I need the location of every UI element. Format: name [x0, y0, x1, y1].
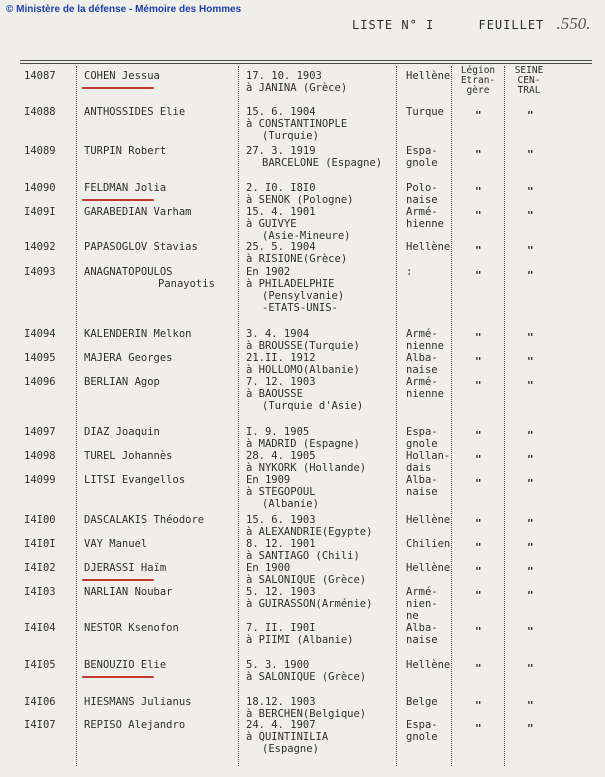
nationality: Chilien — [406, 538, 451, 550]
entry-name: MAJERA Georges — [84, 352, 173, 364]
birth-info: 17. 10. 1903 — [246, 70, 322, 82]
birth-info: à SALONIQUE (Grèce) — [246, 671, 367, 683]
nationality: gnole — [406, 157, 438, 169]
seine-mark: " — [527, 662, 534, 675]
birth-info: (Asie-Mineure) — [262, 230, 351, 242]
nationality: Hellène — [406, 241, 451, 253]
column-separator — [396, 66, 397, 766]
seine-mark: " — [527, 722, 534, 735]
legion-mark: " — [475, 722, 482, 735]
nationality: : — [406, 266, 413, 278]
birth-info: à PIIMI (Albanie) — [246, 634, 354, 646]
entry-name: REPISO Alejandro — [84, 719, 186, 731]
entry-number: 14097 — [24, 426, 56, 438]
birth-info: 8. 12. 1901 — [246, 538, 316, 550]
birth-info: (Espagne) — [262, 743, 319, 755]
legion-mark: " — [475, 662, 482, 675]
birth-info: (Pensylvanie) — [262, 290, 345, 302]
seine-mark: " — [527, 269, 534, 282]
entry-number: I4088 — [24, 106, 56, 118]
nationality: naise — [406, 486, 438, 498]
birth-info: 7. II. I90I — [246, 622, 316, 634]
birth-info: à ALEXANDRIE(Egypte) — [246, 526, 373, 538]
entry-number: 14095 — [24, 352, 56, 364]
entry-number: I4094 — [24, 328, 56, 340]
nationality: Hellène — [406, 562, 451, 574]
birth-info: à HOLLOMO(Albanie) — [246, 364, 360, 376]
nationality: naise — [406, 364, 438, 376]
birth-info: (Albanie) — [262, 498, 319, 510]
legion-mark: " — [475, 331, 482, 344]
birth-info: à PHILADELPHIE — [246, 278, 335, 290]
legion-mark: " — [475, 517, 482, 530]
seine-mark: " — [527, 699, 534, 712]
nationality: nien- — [406, 598, 438, 610]
entry-name: DJERASSI Haïm — [84, 562, 167, 574]
birth-info: BARCELONE (Espagne) — [262, 157, 383, 169]
legion-mark: " — [475, 379, 482, 392]
nationality: Armé- — [406, 586, 438, 598]
entry-name: NARLIAN Noubar — [84, 586, 173, 598]
nationality: Hellène — [406, 514, 451, 526]
entry-name: TUREL Johannès — [84, 450, 173, 462]
entry-number: I409I — [24, 206, 56, 218]
nationality: naise — [406, 634, 438, 646]
entry-name: VAY Manuel — [84, 538, 148, 550]
nationality: Alba- — [406, 474, 438, 486]
birth-info: 27. 3. 1919 — [246, 145, 316, 157]
legion-mark: " — [475, 589, 482, 602]
entry-name: COHEN Jessua — [84, 70, 160, 82]
entry-name: HIESMANS Julianus — [84, 696, 192, 708]
entry-name: KALENDERIN Melkon — [84, 328, 192, 340]
birth-info: I. 9. 1905 — [246, 426, 310, 438]
birth-info: En 1909 — [246, 474, 291, 486]
nationality: nienne — [406, 388, 444, 400]
legion-mark: " — [475, 429, 482, 442]
birth-info: à QUINTINILIA — [246, 731, 329, 743]
seine-mark: " — [527, 625, 534, 638]
nationality: dais — [406, 462, 432, 474]
entry-number: 14098 — [24, 450, 56, 462]
red-underline — [82, 676, 154, 678]
nationality: nienne — [406, 340, 444, 352]
entry-number: I4093 — [24, 266, 56, 278]
birth-info: (Turquie d'Asie) — [262, 400, 364, 412]
entry-name: DIAZ Joaquin — [84, 426, 160, 438]
nationality: ne — [406, 610, 419, 622]
column-separator — [504, 66, 505, 766]
seine-mark: " — [527, 429, 534, 442]
entry-number: 14089 — [24, 145, 56, 157]
birth-info: En 1900 — [246, 562, 291, 574]
entry-number: 14090 — [24, 182, 56, 194]
entry-number: I4I07 — [24, 719, 56, 731]
birth-info: à CONSTANTINOPLE — [246, 118, 348, 130]
birth-info: 15. 6. 1904 — [246, 106, 316, 118]
birth-info: à NYKORK (Hollande) — [246, 462, 367, 474]
seine-mark: " — [527, 331, 534, 344]
nationality: Espa- — [406, 426, 438, 438]
seine-mark: " — [527, 565, 534, 578]
birth-info: à SENOK (Pologne) — [246, 194, 354, 206]
birth-info: à RISIONE(Grèce) — [246, 253, 348, 265]
seine-mark: " — [527, 589, 534, 602]
entry-number: I4I03 — [24, 586, 56, 598]
birth-info: -ETATS-UNIS- — [262, 302, 338, 314]
entry-number: I4I05 — [24, 659, 56, 671]
entry-name: BERLIAN Agop — [84, 376, 160, 388]
birth-info: 5. 3. 1900 — [246, 659, 310, 671]
entry-number: 14096 — [24, 376, 56, 388]
entry-number: 14092 — [24, 241, 56, 253]
nationality: gnole — [406, 731, 438, 743]
birth-info: 18.12. 1903 — [246, 696, 316, 708]
nationality: naise — [406, 194, 438, 206]
birth-info: à STEGOPOUL — [246, 486, 316, 498]
birth-info: 28. 4. 1905 — [246, 450, 316, 462]
entry-name: BENOUZIO Elie — [84, 659, 167, 671]
entry-name: NESTOR Ksenofon — [84, 622, 179, 634]
nationality: Armé- — [406, 328, 438, 340]
birth-info: à JANINA (Grèce) — [246, 82, 348, 94]
birth-info: à MADRID (Espagne) — [246, 438, 360, 450]
seine-mark: " — [527, 453, 534, 466]
seine-mark: " — [527, 379, 534, 392]
page-number: .550. — [556, 14, 591, 33]
legion-mark: " — [475, 453, 482, 466]
column-separator — [451, 66, 452, 766]
seine-mark: " — [527, 477, 534, 490]
entry-name: GARABEDIAN Varham — [84, 206, 192, 218]
birth-info: à BROUSSE(Turquie) — [246, 340, 360, 352]
entry-name: FELDMAN Jolia — [84, 182, 167, 194]
birth-info: à SANTIAGO (Chili) — [246, 550, 360, 562]
entry-number: I4I06 — [24, 696, 56, 708]
entry-name: LITSI Evangellos — [84, 474, 186, 486]
legion-mark: " — [475, 185, 482, 198]
header-rule-top — [20, 60, 592, 61]
birth-info: à GUIRASSON(Arménie) — [246, 598, 373, 610]
legion-mark: " — [475, 477, 482, 490]
nationality: hienne — [406, 218, 444, 230]
nationality: Alba- — [406, 622, 438, 634]
legion-mark: " — [475, 699, 482, 712]
nationality: Turque — [406, 106, 444, 118]
legion-mark: " — [475, 269, 482, 282]
birth-info: 25. 5. 1904 — [246, 241, 316, 253]
birth-info: à BAOUSSE — [246, 388, 303, 400]
red-underline — [82, 199, 154, 201]
column-separator — [76, 66, 77, 766]
legion-mark: " — [475, 244, 482, 257]
birth-info: 15. 6. 1903 — [246, 514, 316, 526]
entry-name: PAPASOGLOV Stavias — [84, 241, 198, 253]
entry-number: I4I04 — [24, 622, 56, 634]
birth-info: 2. I0. I8I0 — [246, 182, 316, 194]
entry-name-continued: Panayotis — [158, 278, 215, 290]
nationality: Espa- — [406, 145, 438, 157]
entry-number: I4I02 — [24, 562, 56, 574]
nationality: Armé- — [406, 206, 438, 218]
seine-mark: " — [527, 185, 534, 198]
entry-name: TURPIN Robert — [84, 145, 167, 157]
legion-mark: " — [475, 209, 482, 222]
seine-mark: " — [527, 209, 534, 222]
header-rule-second — [20, 63, 592, 64]
seine-mark: " — [527, 244, 534, 257]
birth-info: 21.II. 1912 — [246, 352, 316, 364]
seine-mark: " — [527, 109, 534, 122]
legion-mark: " — [475, 625, 482, 638]
col-seine-header: SEINE CEN- TRAL — [514, 65, 544, 96]
birth-info: à BERCHEN(Belgique) — [246, 708, 367, 720]
col-legion-header: Légion Etran- gère — [460, 65, 496, 96]
entry-number: 14099 — [24, 474, 56, 486]
seine-mark: " — [527, 148, 534, 161]
seine-mark: " — [527, 355, 534, 368]
legion-mark: " — [475, 148, 482, 161]
nationality: Belge — [406, 696, 438, 708]
nationality: Armé- — [406, 376, 438, 388]
red-underline — [82, 579, 154, 581]
birth-info: En 1902 — [246, 266, 291, 278]
nationality: Alba- — [406, 352, 438, 364]
entry-name: DASCALAKIS Théodore — [84, 514, 205, 526]
birth-info: à GUIVYE — [246, 218, 297, 230]
feuillet-label: FEUILLET — [478, 18, 545, 32]
birth-info: 15. 4. 1901 — [246, 206, 316, 218]
list-number: LISTE N° I — [352, 18, 435, 32]
birth-info: 7. 12. 1903 — [246, 376, 316, 388]
birth-info: 5. 12. 1903 — [246, 586, 316, 598]
nationality: Hellène — [406, 659, 451, 671]
watermark: © Ministère de la défense - Mémoire des Hommes — [6, 4, 242, 15]
entry-name: ANAGNATOPOULOS — [84, 266, 173, 278]
sheet-header — [352, 14, 591, 34]
nationality: Hellène — [406, 70, 451, 82]
nationality: Polo- — [406, 182, 438, 194]
entry-number: I4I0I — [24, 538, 56, 550]
nationality: Hollan- — [406, 450, 451, 462]
entry-name: ANTHOSSIDES Elie — [84, 106, 186, 118]
birth-info: à SALONIQUE (Grèce) — [246, 574, 367, 586]
seine-mark: " — [527, 517, 534, 530]
legion-mark: " — [475, 109, 482, 122]
seine-mark: " — [527, 541, 534, 554]
red-underline — [82, 87, 154, 89]
birth-info: 3. 4. 1904 — [246, 328, 310, 340]
legion-mark: " — [475, 355, 482, 368]
nationality: gnole — [406, 438, 438, 450]
birth-info: 24. 4. 1907 — [246, 719, 316, 731]
birth-info: (Turquie) — [262, 130, 319, 142]
column-separator — [238, 66, 239, 766]
entry-number: I4I00 — [24, 514, 56, 526]
legion-mark: " — [475, 541, 482, 554]
nationality: Espa- — [406, 719, 438, 731]
entry-number: 14087 — [24, 70, 56, 82]
legion-mark: " — [475, 565, 482, 578]
